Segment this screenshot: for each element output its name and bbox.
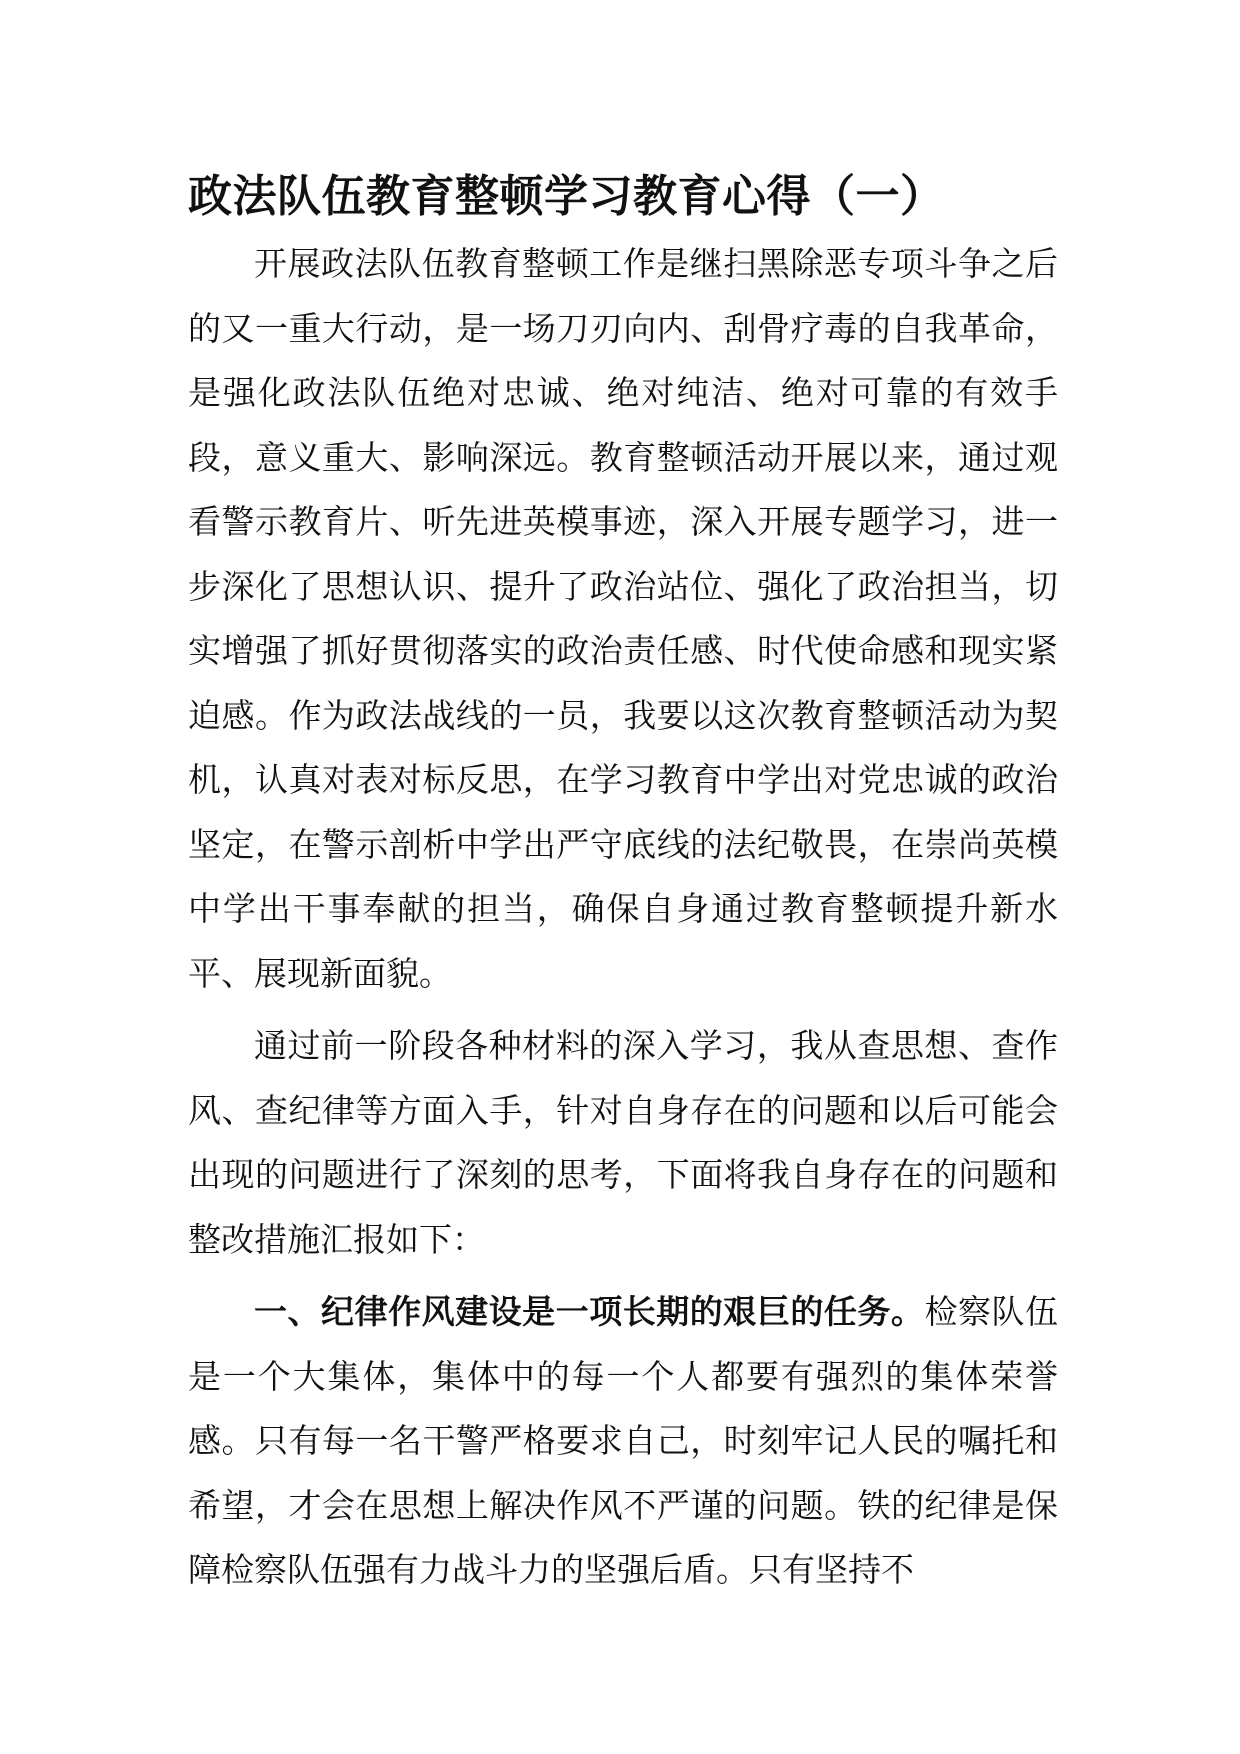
paragraph-intro: [188, 232, 1058, 1006]
paragraph-self-review: [188, 1014, 1058, 1272]
section-one-heading: 一、纪律作风建设是一项长期的艰巨的任务。: [254, 1292, 925, 1331]
paragraph-intro-text: 开展政法队伍教育整顿工作是继扫黑除恶专项斗争之后的又一重大行动，是一场刀刃向内、刮骨疗毒的自我革命，是强化政法队伍绝对忠诚、绝对纯洁、绝对可靠的有效手段，意义重大、影响深远。教育整顿活动开展以来，通过观看警示教育片、听先进英模事迹，深入开展专题学习，进一步深化了思想认识、提升了政治站位、强化了政治担当，切实增强了抓好贯彻落实的政治责任感、时代使命感和现实紧迫感。作为政法战线的一员，我要以这次教育整顿活动为契机，认真对表对标反思，在学习教育中学出对党忠诚的政治坚定，在警示剖析中学出严守底线的法纪敬畏，在崇尚英模中学出干事奉献的担当，确保自身通过教育整顿提升新水平、展现新面貌。: [188, 244, 1058, 993]
section-one-text: 检察队伍是一个大集体，集体中的每一个人都要有强烈的集体荣誉感。只有每一名干警严格要求自己，时刻牢记人民的嘱托和希望，才会在思想上解决作风不严谨的问题。铁的纪律是保障检察队伍强有力战斗力的坚强后盾。只有坚持不: [188, 1292, 1059, 1589]
paragraph-self-review-text: 通过前一阶段各种材料的深入学习，我从查思想、查作风、查纪律等方面入手，针对自身存在的问题和以后可能会出现的问题进行了深刻的思考，下面将我自身存在的问题和整改措施汇报如下：: [188, 1026, 1058, 1259]
paragraph-section-one: [188, 1280, 1058, 1603]
document-title: 政法队伍教育整顿学习教育心得（一）: [188, 171, 945, 222]
document-body: [188, 232, 1058, 1611]
